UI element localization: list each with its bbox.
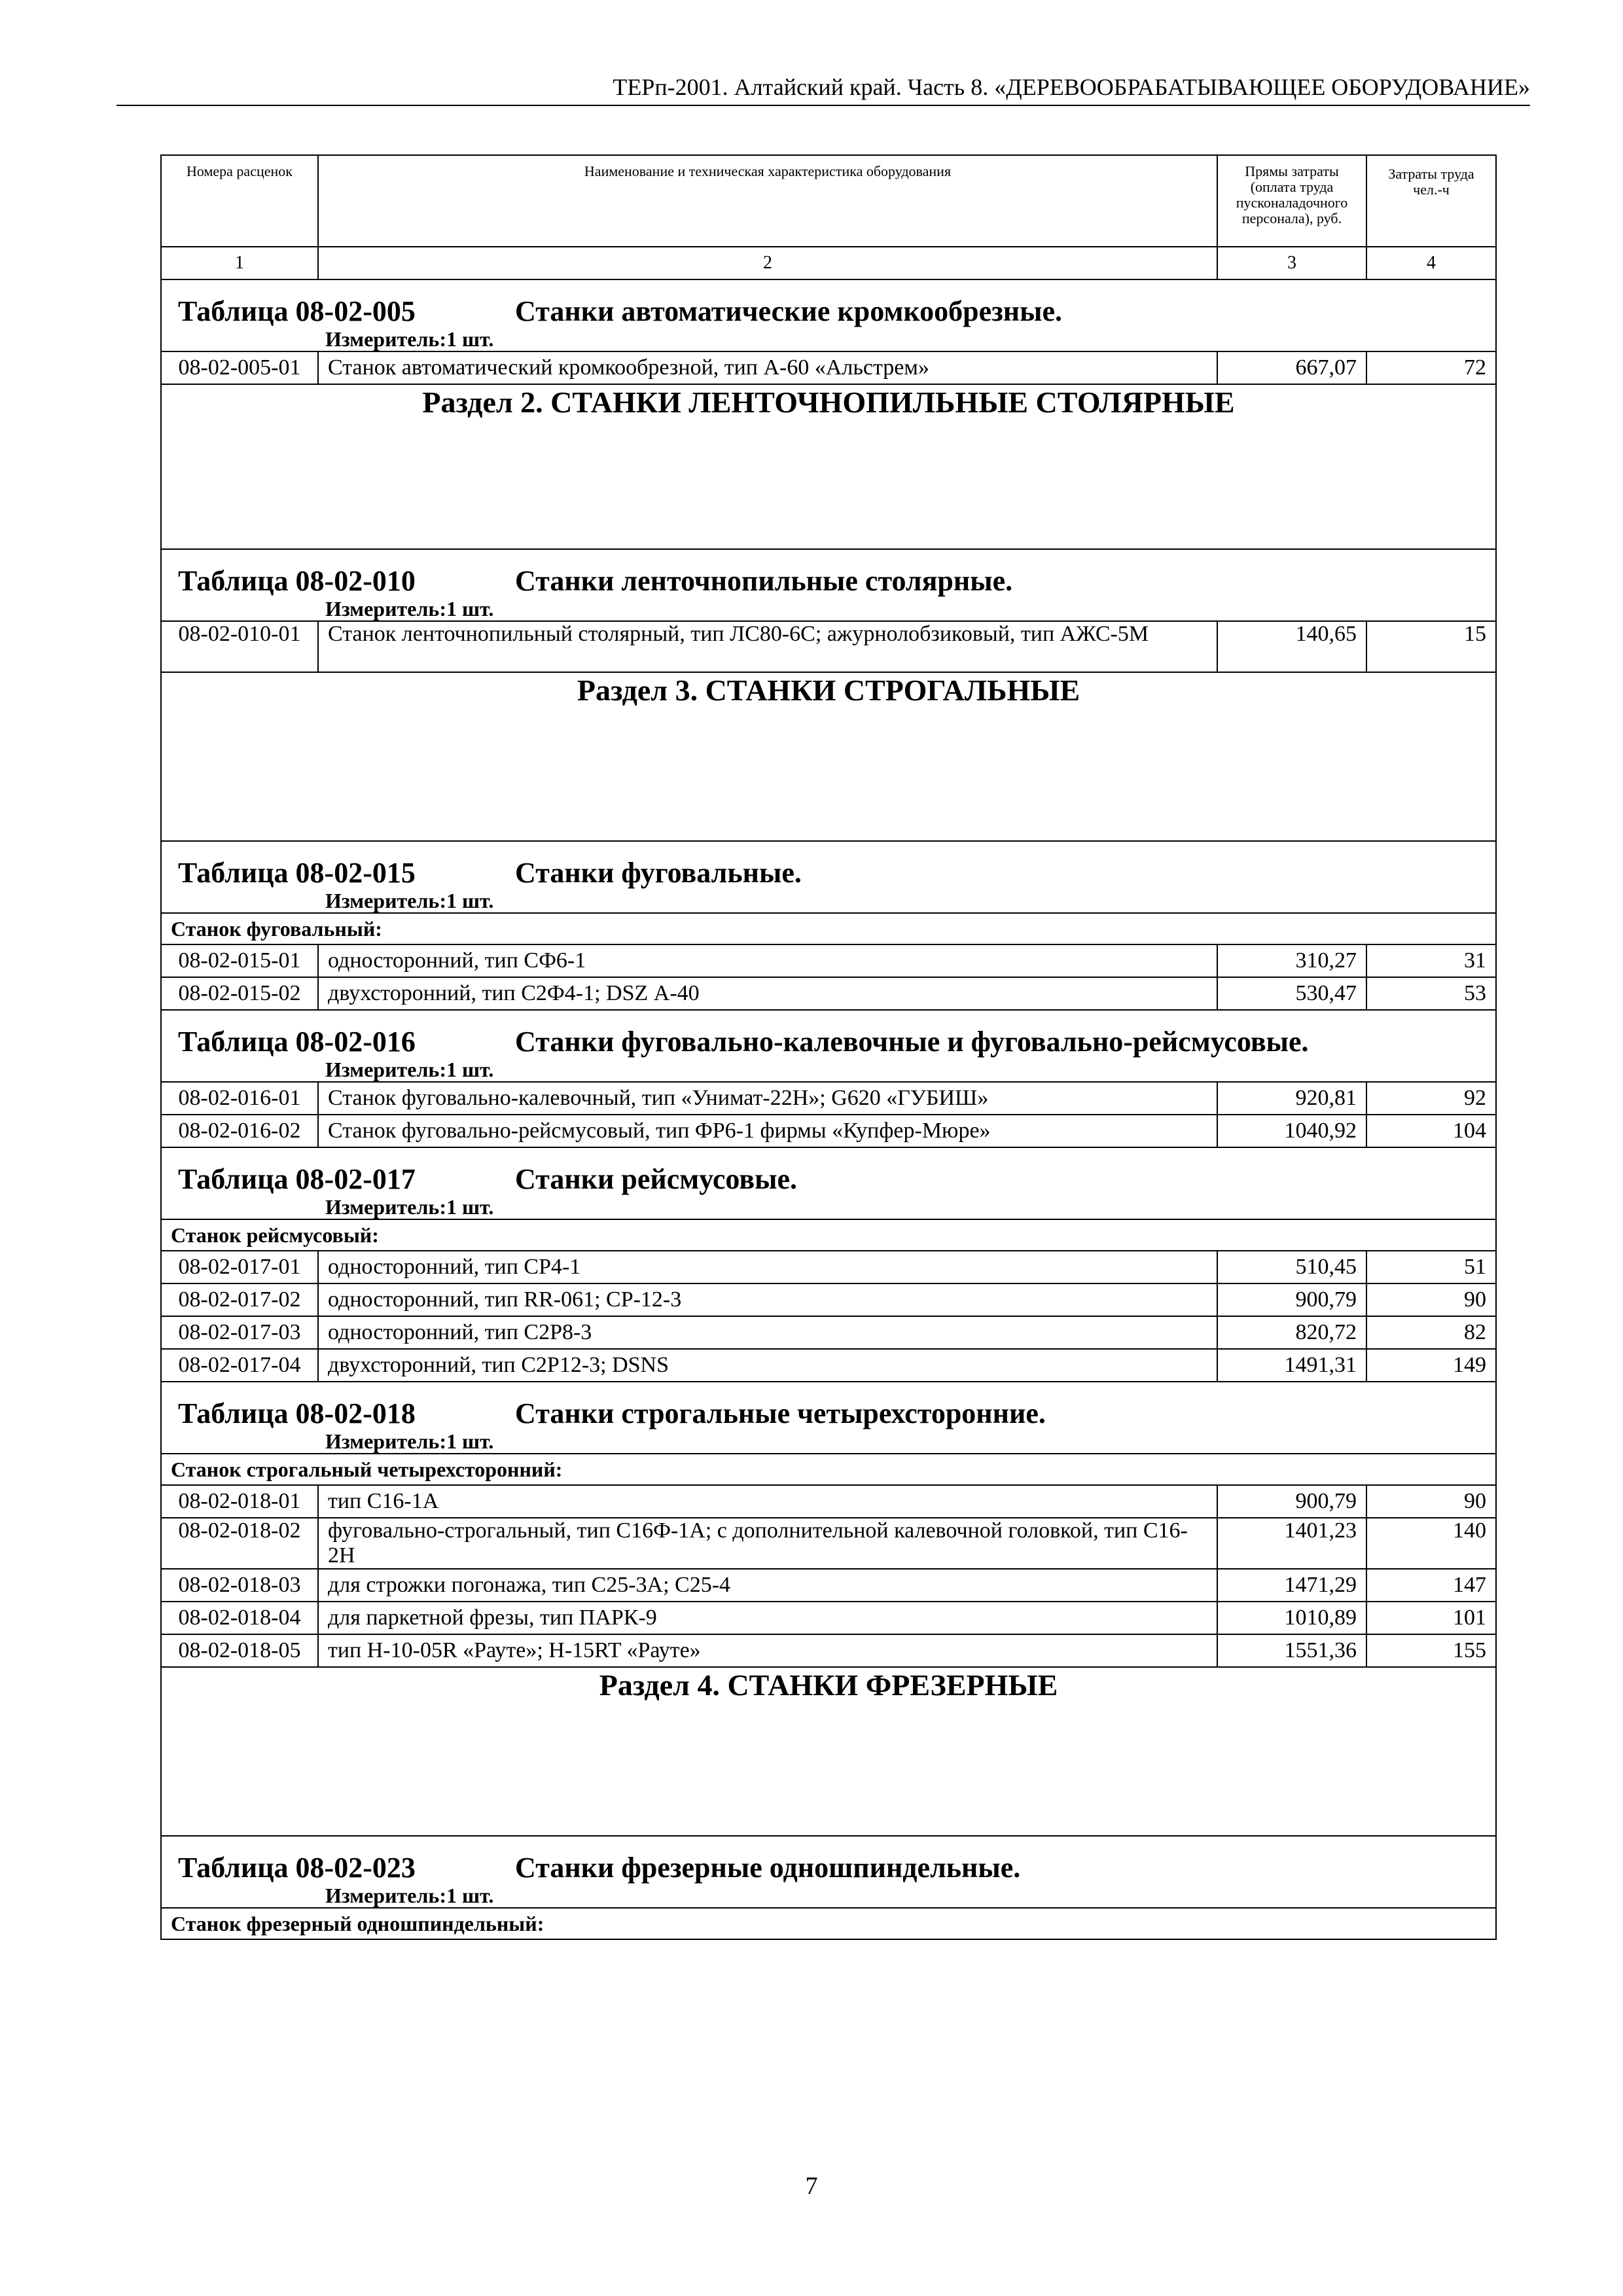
measure-unit: Измеритель:1 шт. [325, 889, 494, 912]
table-number: Таблица 08-02-010 [178, 565, 416, 597]
direct-cost: 1401,23 [1217, 1518, 1366, 1569]
equipment-name: Станок ленточнопильный столярный, тип ЛС80-6С; ажурнолобзиковый, тип АЖС-5М [318, 621, 1217, 672]
rate-code: 08-02-005-01 [161, 351, 318, 384]
direct-cost: 1471,29 [1217, 1569, 1366, 1602]
direct-cost: 1491,31 [1217, 1349, 1366, 1382]
rate-code: 08-02-018-02 [161, 1518, 318, 1569]
labor-hours: 140 [1366, 1518, 1496, 1569]
measure-unit: Измеритель:1 шт. [325, 597, 494, 620]
section-title: Раздел 4. СТАНКИ ФРЕЗЕРНЫЕ [599, 1668, 1058, 1702]
rate-code: 08-02-018-03 [161, 1569, 318, 1602]
equipment-name: фуговально-строгальный, тип С16Ф-1А; с дополнительной калевочной головкой, тип С16-2Н [318, 1518, 1217, 1569]
table-row [161, 944, 1496, 977]
rate-code: 08-02-017-02 [161, 1283, 318, 1316]
running-header-title: ТЕРп-2001. Алтайский край. Часть 8. «ДЕРЕВООБРАБАТЫВАЮЩЕЕ ОБОРУДОВАНИЕ» [613, 74, 1530, 100]
rates-table [160, 154, 1497, 1940]
header-rule [116, 105, 1530, 106]
table-name: Станки автоматические кромкообрезные. [515, 295, 1063, 327]
section-row [161, 384, 1496, 549]
equipment-name: тип Н-10-05R «Рауте»; Н-15RT «Рауте» [318, 1634, 1217, 1667]
table-row [161, 1518, 1496, 1569]
labor-hours: 149 [1366, 1349, 1496, 1382]
table-row [161, 1283, 1496, 1316]
rate-code: 08-02-018-05 [161, 1634, 318, 1667]
direct-cost: 1010,89 [1217, 1602, 1366, 1634]
section-row [161, 672, 1496, 841]
direct-cost: 820,72 [1217, 1316, 1366, 1349]
table-number: Таблица 08-02-017 [178, 1163, 416, 1195]
table-row [161, 1569, 1496, 1602]
group-heading: Станок фрезерный одношпиндельный: [161, 1908, 1496, 1939]
table-row [161, 1251, 1496, 1283]
equipment-name: односторонний, тип С2Р8-3 [318, 1316, 1217, 1349]
table-row [161, 1115, 1496, 1147]
table-name: Станки фуговально-калевочные и фуговально-рейсмусовые. [515, 1026, 1309, 1058]
table-row [161, 1602, 1496, 1634]
rate-code: 08-02-010-01 [161, 621, 318, 672]
rate-code: 08-02-017-03 [161, 1316, 318, 1349]
col-number: 1 [161, 247, 318, 279]
equipment-name: Станок фуговально-калевочный, тип «Унимат-22Н»; G620 «ГУБИШ» [318, 1082, 1217, 1115]
rate-code: 08-02-017-01 [161, 1251, 318, 1283]
group-heading-row [161, 1454, 1496, 1485]
labor-hours: 72 [1366, 351, 1496, 384]
col-number: 3 [1217, 247, 1366, 279]
group-heading-row [161, 913, 1496, 944]
table-name: Станки строгальные четырехсторонние. [515, 1397, 1046, 1429]
labor-hours: 82 [1366, 1316, 1496, 1349]
labor-hours: 104 [1366, 1115, 1496, 1147]
measure-unit: Измеритель:1 шт. [325, 1058, 494, 1081]
table-number: Таблица 08-02-015 [178, 857, 416, 889]
table-row [161, 1349, 1496, 1382]
table-title-row [161, 1836, 1496, 1908]
col-header-equipment-name: Наименование и техническая характеристика оборудования [318, 155, 1217, 247]
table-row [161, 1316, 1496, 1349]
table-title-row [161, 1010, 1496, 1082]
group-heading: Станок рейсмусовый: [161, 1219, 1496, 1251]
rate-code: 08-02-015-02 [161, 977, 318, 1010]
equipment-name: тип С16-1А [318, 1485, 1217, 1518]
measure-unit: Измеритель:1 шт. [325, 1195, 494, 1219]
col-number: 2 [318, 247, 1217, 279]
table-number: Таблица 08-02-018 [178, 1397, 416, 1429]
section-title: Раздел 2. СТАНКИ ЛЕНТОЧНОПИЛЬНЫЕ СТОЛЯРНЫЕ [422, 386, 1235, 419]
labor-hours: 101 [1366, 1602, 1496, 1634]
direct-cost: 1551,36 [1217, 1634, 1366, 1667]
direct-cost: 667,07 [1217, 351, 1366, 384]
direct-cost: 920,81 [1217, 1082, 1366, 1115]
table-title-row [161, 1147, 1496, 1219]
measure-unit: Измеритель:1 шт. [325, 1429, 494, 1453]
measure-unit: Измеритель:1 шт. [325, 1884, 494, 1907]
equipment-name: для строжки погонажа, тип С25-3А; С25-4 [318, 1569, 1217, 1602]
equipment-name: для паркетной фрезы, тип ПАРК-9 [318, 1602, 1217, 1634]
table-row [161, 1082, 1496, 1115]
direct-cost: 900,79 [1217, 1485, 1366, 1518]
labor-hours: 90 [1366, 1485, 1496, 1518]
direct-cost: 900,79 [1217, 1283, 1366, 1316]
table-header-row [161, 155, 1496, 247]
labor-hours: 53 [1366, 977, 1496, 1010]
section-row [161, 1667, 1496, 1836]
table-row [161, 351, 1496, 384]
group-heading-row [161, 1219, 1496, 1251]
col-header-labor: Затраты труда чел.-ч [1366, 155, 1496, 247]
col-header-rate-numbers: Номера расценок [161, 155, 318, 247]
labor-hours: 90 [1366, 1283, 1496, 1316]
equipment-name: двухсторонний, тип С2Ф4-1; DSZ А-40 [318, 977, 1217, 1010]
table-title-row [161, 1382, 1496, 1454]
equipment-name: односторонний, тип СР4-1 [318, 1251, 1217, 1283]
equipment-name: двухсторонний, тип С2Р12-3; DSNS [318, 1349, 1217, 1382]
col-number: 4 [1366, 247, 1496, 279]
direct-cost: 310,27 [1217, 944, 1366, 977]
labor-hours: 15 [1366, 621, 1496, 672]
direct-cost: 140,65 [1217, 621, 1366, 672]
group-heading: Станок строгальный четырехсторонний: [161, 1454, 1496, 1485]
equipment-name: односторонний, тип СФ6-1 [318, 944, 1217, 977]
equipment-name: Станок фуговально-рейсмусовый, тип ФР6-1 фирмы «Купфер-Мюре» [318, 1115, 1217, 1147]
rate-code: 08-02-015-01 [161, 944, 318, 977]
rate-code: 08-02-016-02 [161, 1115, 318, 1147]
table-name: Станки рейсмусовые. [515, 1163, 797, 1195]
rate-code: 08-02-016-01 [161, 1082, 318, 1115]
labor-hours: 51 [1366, 1251, 1496, 1283]
labor-hours: 147 [1366, 1569, 1496, 1602]
table-number: Таблица 08-02-016 [178, 1026, 416, 1058]
group-heading-row [161, 1908, 1496, 1939]
equipment-name: Станок автоматический кромкообрезной, тип А-60 «Альстрем» [318, 351, 1217, 384]
equipment-name: односторонний, тип RR-061; СР-12-3 [318, 1283, 1217, 1316]
table-row [161, 977, 1496, 1010]
labor-hours: 31 [1366, 944, 1496, 977]
table-title-row [161, 549, 1496, 621]
labor-hours: 155 [1366, 1634, 1496, 1667]
col-header-direct-costs: Прямы затраты (оплата труда пусконаладочного персонала), руб. [1217, 155, 1366, 247]
section-title: Раздел 3. СТАНКИ СТРОГАЛЬНЫЕ [577, 673, 1080, 707]
page-number: 7 [805, 2172, 818, 2200]
direct-cost: 1040,92 [1217, 1115, 1366, 1147]
table-row [161, 1485, 1496, 1518]
rate-code: 08-02-018-04 [161, 1602, 318, 1634]
direct-cost: 510,45 [1217, 1251, 1366, 1283]
table-title-row [161, 279, 1496, 351]
table-title-row [161, 841, 1496, 913]
table-number: Таблица 08-02-005 [178, 295, 416, 327]
table-row [161, 1634, 1496, 1667]
table-name: Станки фуговальные. [515, 857, 802, 889]
table-name: Станки фрезерные одношпиндельные. [515, 1852, 1021, 1884]
column-number-row [161, 247, 1496, 279]
labor-hours: 92 [1366, 1082, 1496, 1115]
measure-unit: Измеритель:1 шт. [325, 327, 494, 351]
table-row [161, 621, 1496, 672]
direct-cost: 530,47 [1217, 977, 1366, 1010]
rate-code: 08-02-018-01 [161, 1485, 318, 1518]
rate-code: 08-02-017-04 [161, 1349, 318, 1382]
group-heading: Станок фуговальный: [161, 913, 1496, 944]
table-name: Станки ленточнопильные столярные. [515, 565, 1013, 597]
table-number: Таблица 08-02-023 [178, 1852, 416, 1884]
